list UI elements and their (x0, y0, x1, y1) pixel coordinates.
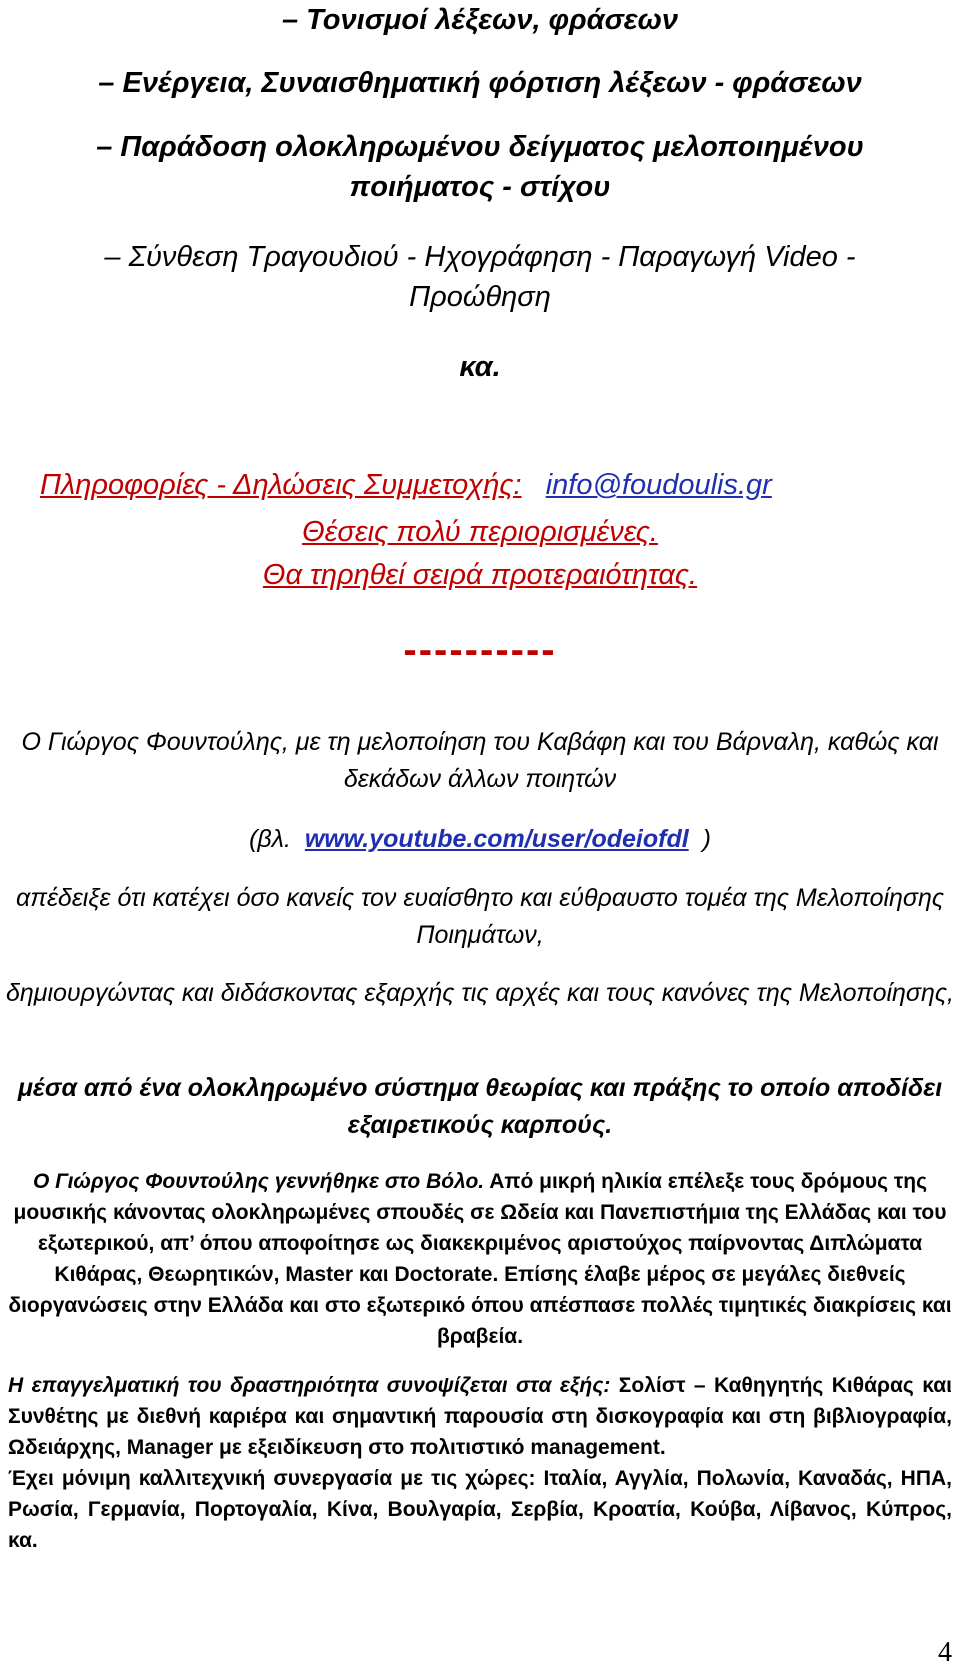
see-prefix: (βλ. (249, 825, 291, 853)
see-suffix: ) (702, 825, 711, 853)
prof-countries: Έχει μόνιμη καλλιτεχνική συνεργασία με τις χώρες: Ιταλία, Αγγλία, Πολωνία, Καναδάς, ΗΠΑ, Ρωσία, Γερμανία, Πορτογαλία, Κίνα, Βουλγαρία, Σερβία, Κροατία, Κούβα, Λίβανος, Κύπρος, κα. (8, 1467, 952, 1552)
info-label: Πληροφορίες - Δηλώσεις Συμμετοχής: (40, 469, 522, 501)
info-line (40, 465, 940, 505)
prof-rest: Σολίστ – Καθηγητής Κιθάρας και Συνθέτης με διεθνή καριέρα και σημαντική παρουσία στη δισκογραφία και στη βιβλιογραφία, Ωδειάρχης, Manager με εξειδίκευση στο πολιτιστικό management. (8, 1374, 952, 1459)
etc-label: κα. (459, 351, 501, 383)
youtube-link[interactable]: www.youtube.com/user/odeiofdl (304, 825, 689, 853)
topic-energy: – Ενέργεια, Συναισθηματική φόρτιση λέξεων - φράσεων (98, 67, 862, 99)
system-paragraph: μέσα από ένα ολοκληρωμένο σύστημα θεωρίας και πράξης το οποίο αποδίδει εξαιρετικούς καρπούς. (17, 1074, 943, 1139)
page-number: 4 (938, 1637, 952, 1668)
proved-paragraph: απέδειξε ότι κατέχει όσο κανείς τον ευαίσθητο και εύθραυστο τομέα της Μελοποίησης Ποιημάτων, (15, 884, 945, 949)
bio-paragraph (0, 1166, 960, 1352)
topic-delivery: – Παράδοση ολοκληρωμένου δείγματος μελοποιημένου ποιήματος - στίχου (96, 131, 864, 203)
places-limited (0, 512, 960, 552)
professional-paragraph (8, 1370, 952, 1556)
topic-composition: – Σύνθεση Τραγουδιού - Ηχογράφηση - Παραγωγή Video - Προώθηση (104, 241, 856, 313)
places-limited-text: Θέσεις πολύ περιορισμένες. (302, 516, 658, 548)
creating-paragraph: δημιουργώντας και διδάσκοντας εξαρχής τις αρχές και τους κανόνες της Μελοποίησης, (6, 979, 954, 1007)
priority-note-text: Θα τηρηθεί σειρά προτεραιότητας. (262, 559, 698, 591)
prof-prefix: Η επαγγελματική του δραστηριότητα συνοψίζεται στα εξής: (8, 1374, 611, 1397)
bio-rest: Από μικρή ηλικία επέλεξε τους δρόμους της μουσικής κάνοντας ολοκληρωμένες σπουδές σε Ωδεία και Πανεπιστήμια της Ελλάδας και του εξωτερικού, απ’ όπου αποφοίτησε ως διακεκριμένος αριστούχος παίρνοντας Διπλώματα Κιθάρας, Θεωρητικών, Master και Doctorate. Επίσης έλαβε μέρος σε μεγάλες διεθνείς διοργανώσεις στην Ελλάδα και στο εξωτερικό όπου απέσπασε πολλές τιμητικές διακρίσεις και βραβεία. (8, 1170, 952, 1348)
youtube-reference (0, 821, 960, 858)
topic-stress: – Τονισμοί λέξεων, φράσεων (281, 4, 679, 36)
bio-born: Ο Γιώργος Φουντούλης γεννήθηκε στο Βόλο. (32, 1170, 485, 1193)
intro-paragraph: Ο Γιώργος Φουντούλης, με τη μελοποίηση του Καβάφη και του Βάρναλη, καθώς και δεκάδων άλλων ποιητών (21, 728, 939, 793)
separator: ---------- (403, 628, 557, 672)
email-link[interactable]: info@foudoulis.gr (545, 469, 772, 501)
priority-note (0, 555, 960, 595)
